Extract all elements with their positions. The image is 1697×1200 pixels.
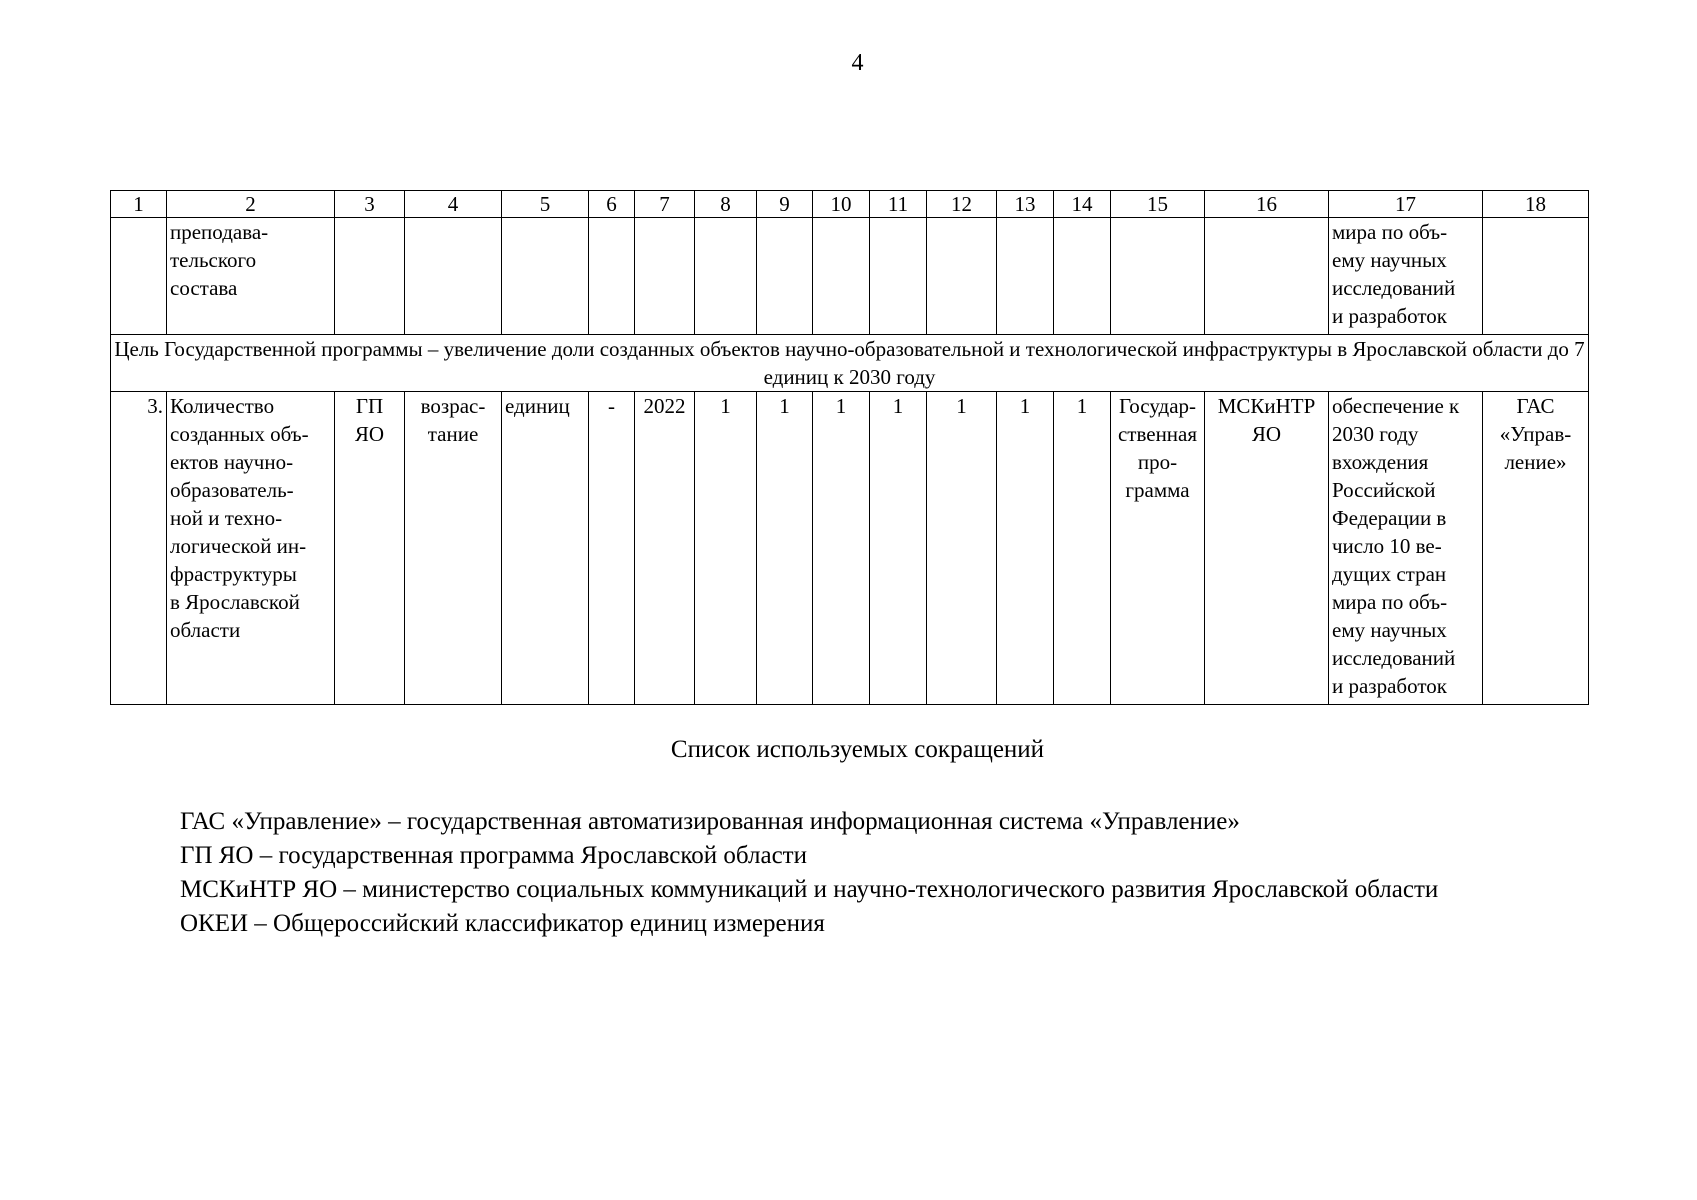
table-cell: 1 [870,392,927,705]
table-cell: Государ- ственная про- грамма [1111,392,1205,705]
header-cell: 6 [589,191,635,218]
header-cell: 5 [502,191,589,218]
table-row [111,218,1589,335]
indicator-name: Количество созданных объ- ектов научно- образователь- ной и техно- логической ин- фраструктуры в Ярославской области [167,392,335,705]
table-cell: единиц [502,392,589,705]
table-cell [589,218,635,335]
table-cell [1111,218,1205,335]
table-cell: - [589,392,635,705]
table-cell [997,218,1054,335]
table-cell: 1 [757,392,813,705]
table-cell [757,218,813,335]
table-cell: возрас- тание [405,392,502,705]
abbreviation-item: ГП ЯО – государственная программа Ярославской области [180,842,807,869]
row-number: 3. [111,392,167,705]
goal-text: Цель Государственной программы – увеличение доли созданных объектов научно-образовательной и технологической инфраструктуры в Ярославской области до 7 единиц к 2030 году [111,335,1589,392]
indicators-table [110,190,1589,705]
table-cell [1483,218,1589,335]
table-cell [335,218,405,335]
abbreviation-item: МСКиНТР ЯО – министерство социальных коммуникаций и научно-технологического развития Ярославской области [180,876,1439,903]
table-header-row [111,191,1589,218]
table-cell: 1 [813,392,870,705]
table-cell: 1 [1054,392,1111,705]
table-cell [1054,218,1111,335]
abbreviations-title: Список используемых сокращений [670,736,1045,763]
header-cell: 12 [927,191,997,218]
table-cell: 1 [927,392,997,705]
header-cell: 7 [635,191,695,218]
header-cell: 17 [1329,191,1483,218]
page-number: 4 [851,50,864,76]
abbreviation-item: ОКЕИ – Общероссийский классификатор единиц измерения [180,910,825,937]
header-cell: 9 [757,191,813,218]
header-cell: 16 [1205,191,1329,218]
header-cell: 8 [695,191,757,218]
header-cell: 2 [167,191,335,218]
table-cell: 1 [695,392,757,705]
table-cell: обеспечение к 2030 году вхождения Российской Федерации в число 10 ве- дущих стран мира по объ- ему научных исследований и разработок [1329,392,1483,705]
header-cell: 14 [1054,191,1111,218]
header-cell: 10 [813,191,870,218]
header-cell: 4 [405,191,502,218]
header-cell: 3 [335,191,405,218]
table-cell: 2022 [635,392,695,705]
table-cell: МСКиНТР ЯО [1205,392,1329,705]
table-cell: мира по объ- ему научных исследований и разработок [1329,218,1483,335]
goal-row [111,335,1589,392]
table-cell [1205,218,1329,335]
table-cell [405,218,502,335]
abbreviation-item: ГАС «Управление» – государственная автоматизированная информационная система «Управление» [180,808,1240,835]
header-cell: 18 [1483,191,1589,218]
table-cell [695,218,757,335]
table-cell: ГАС «Управ- ление» [1483,392,1589,705]
table-cell [927,218,997,335]
header-cell: 1 [111,191,167,218]
table-cell: 1 [997,392,1054,705]
table-cell [813,218,870,335]
table-row [111,392,1589,705]
table-cell [111,218,167,335]
table-cell: ГП ЯО [335,392,405,705]
table-cell: преподава- тельского состава [167,218,335,335]
header-cell: 15 [1111,191,1205,218]
header-cell: 13 [997,191,1054,218]
table-cell [635,218,695,335]
header-cell: 11 [870,191,927,218]
abbreviations-list [110,806,1588,940]
table-cell [870,218,927,335]
table-cell [502,218,589,335]
